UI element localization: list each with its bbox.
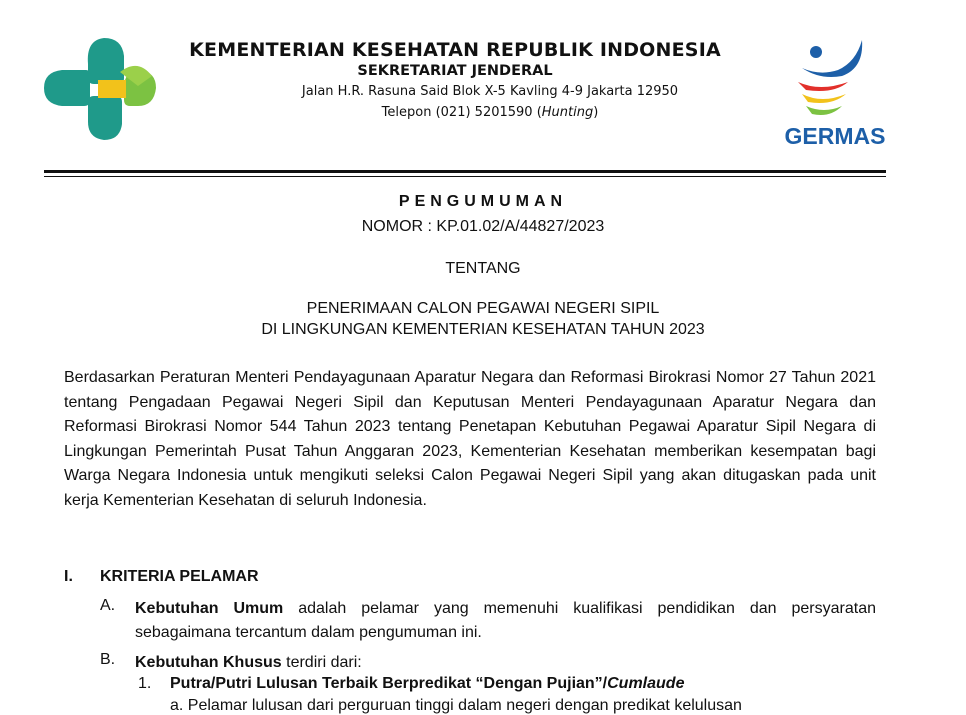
- address: Jalan H.R. Rasuna Said Blok X-5 Kavling 4-9 Jakarta 12950: [301, 84, 679, 99]
- announcement-about: TENTANG: [445, 260, 521, 277]
- letterhead-divider-thick: [44, 170, 886, 173]
- section-title: KRITERIA PELAMAR: [100, 568, 259, 585]
- subitem-title: Putra/Putri Lulusan Terbaik Berpredikat “Dengan Pujian”/Cumlaude: [170, 675, 685, 692]
- item-letter: B.: [100, 651, 116, 668]
- letterhead: [160, 38, 750, 123]
- announcement-title: PENGUMUMAN: [398, 193, 568, 210]
- section-number: I.: [64, 568, 73, 585]
- subitem-number: 1.: [138, 675, 152, 692]
- unit-name: SEKRETARIAT JENDERAL: [357, 63, 553, 79]
- intro-paragraph: Berdasarkan Peraturan Menteri Pendayagunaan Aparatur Negara dan Reformasi Birokrasi Nomor 27 Tahun 2021 tentang Pengadaan Pegawai Negeri Sipil dan Keputusan Menteri Pendayagunaan Aparatur Negara dan Reformasi Birokrasi Nomor 544 Tahun 2023 tentang Penetapan Kebutuhan Pegawai Aparatur Sipil Negara di Lingkungan Pemerintah Pusat Tahun Anggaran 2023, Kementerian Kesehatan memberikan kesempatan bagi Warga Negara Indonesia untuk mengikuti seleksi Calon Pegawai Negeri Sipil yang akan ditugaskan pada unit kerja Kementerian Kesehatan di seluruh Indonesia.: [64, 369, 876, 509]
- announcement-subject-line1: PENERIMAAN CALON PEGAWAI NEGERI SIPIL: [306, 300, 660, 317]
- kemenkes-logo-icon: [40, 36, 158, 142]
- cutoff-line: a. Pelamar lulusan dari perguruan tinggi dalam negeri dengan predikat kelulusan: [170, 697, 742, 714]
- announcement-subject-line2: DI LINGKUNGAN KEMENTERIAN KESEHATAN TAHUN 2023: [261, 321, 705, 338]
- letterhead-divider-thin: [44, 176, 886, 177]
- phone: Telepon (021) 5201590 (Hunting): [381, 105, 599, 120]
- germas-label: GERMAS: [784, 123, 886, 149]
- list-item: Kebutuhan Umum adalah pelamar yang memenuhi kualifikasi pendidikan dan persyaratan sebagaimana tercantum dalam pengumuman ini.: [135, 600, 876, 641]
- germas-logo-icon: [780, 38, 890, 150]
- list-item: Kebutuhan Khusus terdiri dari:: [135, 654, 362, 671]
- item-letter: A.: [100, 597, 116, 614]
- announcement-number: NOMOR : KP.01.02/A/44827/2023: [361, 218, 605, 235]
- ministry-name: KEMENTERIAN KESEHATAN REPUBLIK INDONESIA: [189, 39, 721, 61]
